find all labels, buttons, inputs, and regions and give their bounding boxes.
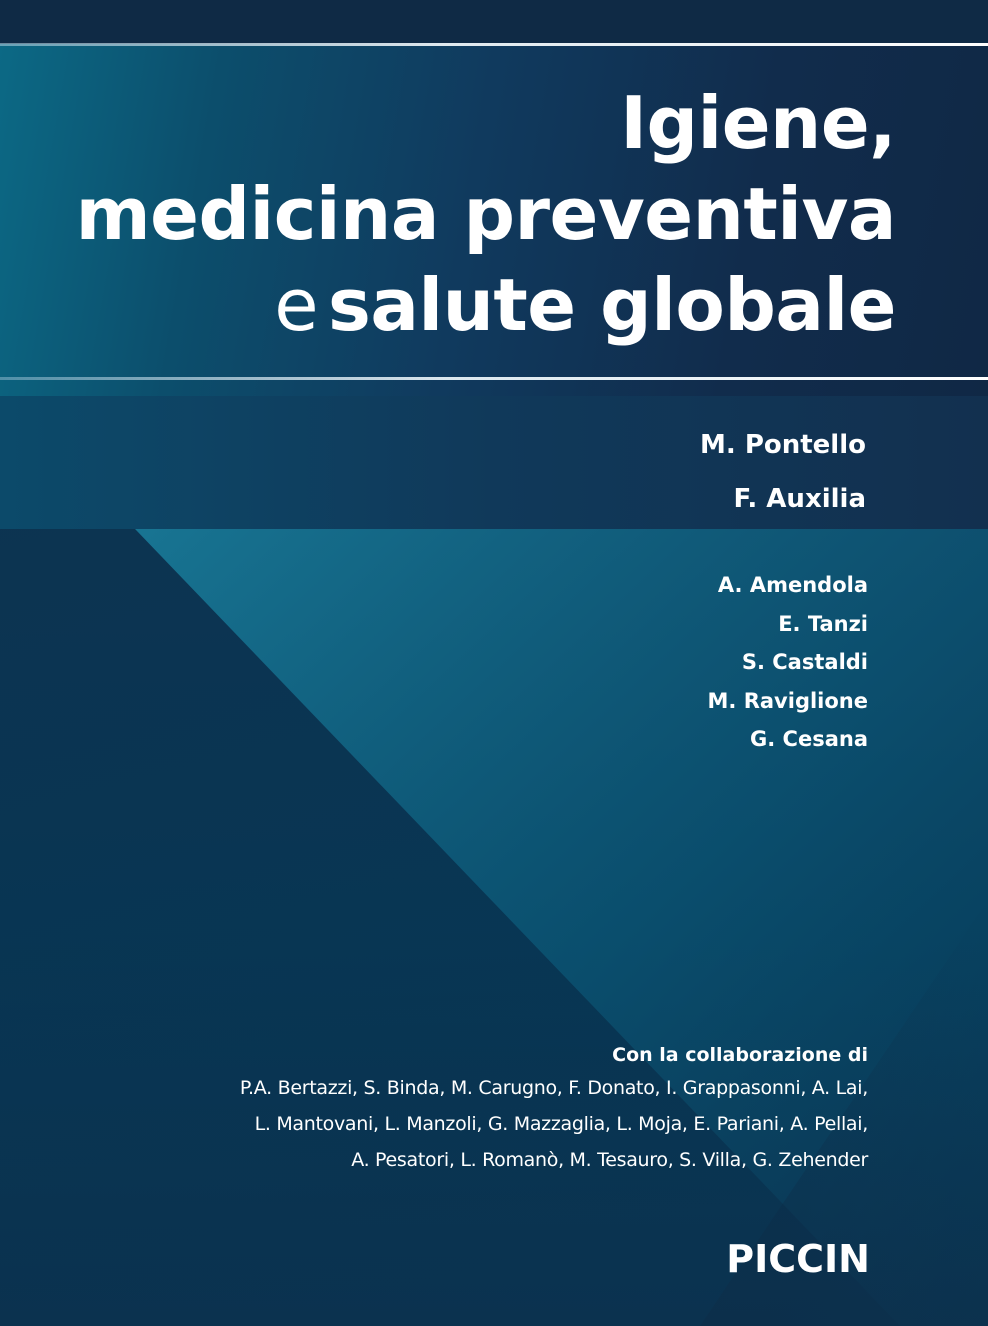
collaboration-heading: Con la collaborazione di xyxy=(612,1044,868,1066)
middle-rule xyxy=(0,377,988,380)
co-author: A. Amendola xyxy=(717,573,868,597)
title-line-3 xyxy=(76,260,896,351)
title-line-3-text: salute globale xyxy=(327,263,896,347)
title-conjunction: e xyxy=(274,263,318,347)
collaborators-line: A. Pesatori, L. Romanò, M. Tesauro, S. Villa, G. Zehender xyxy=(351,1149,868,1171)
main-author: M. Pontello xyxy=(700,430,866,460)
collaborators-line: L. Mantovani, L. Manzoli, G. Mazzaglia, L. Moja, E. Pariani, A. Pellai, xyxy=(254,1113,868,1135)
collaboration-block xyxy=(240,1040,868,1178)
title-line-1: Igiene, xyxy=(620,81,896,165)
co-authors xyxy=(708,566,868,759)
publisher-logo: PICCIN xyxy=(726,1237,870,1281)
main-author: F. Auxilia xyxy=(733,484,866,514)
co-author: S. Castaldi xyxy=(741,650,868,674)
title-line-2: medicina preventiva xyxy=(75,172,896,256)
co-author: M. Raviglione xyxy=(707,688,868,713)
book-title xyxy=(76,78,896,351)
collaborators-line: P.A. Bertazzi, S. Binda, M. Carugno, F. Donato, I. Grappasonni, A. Lai, xyxy=(239,1077,868,1099)
main-authors xyxy=(700,418,866,526)
co-author: E. Tanzi xyxy=(778,611,868,636)
co-author: G. Cesana xyxy=(750,727,868,751)
